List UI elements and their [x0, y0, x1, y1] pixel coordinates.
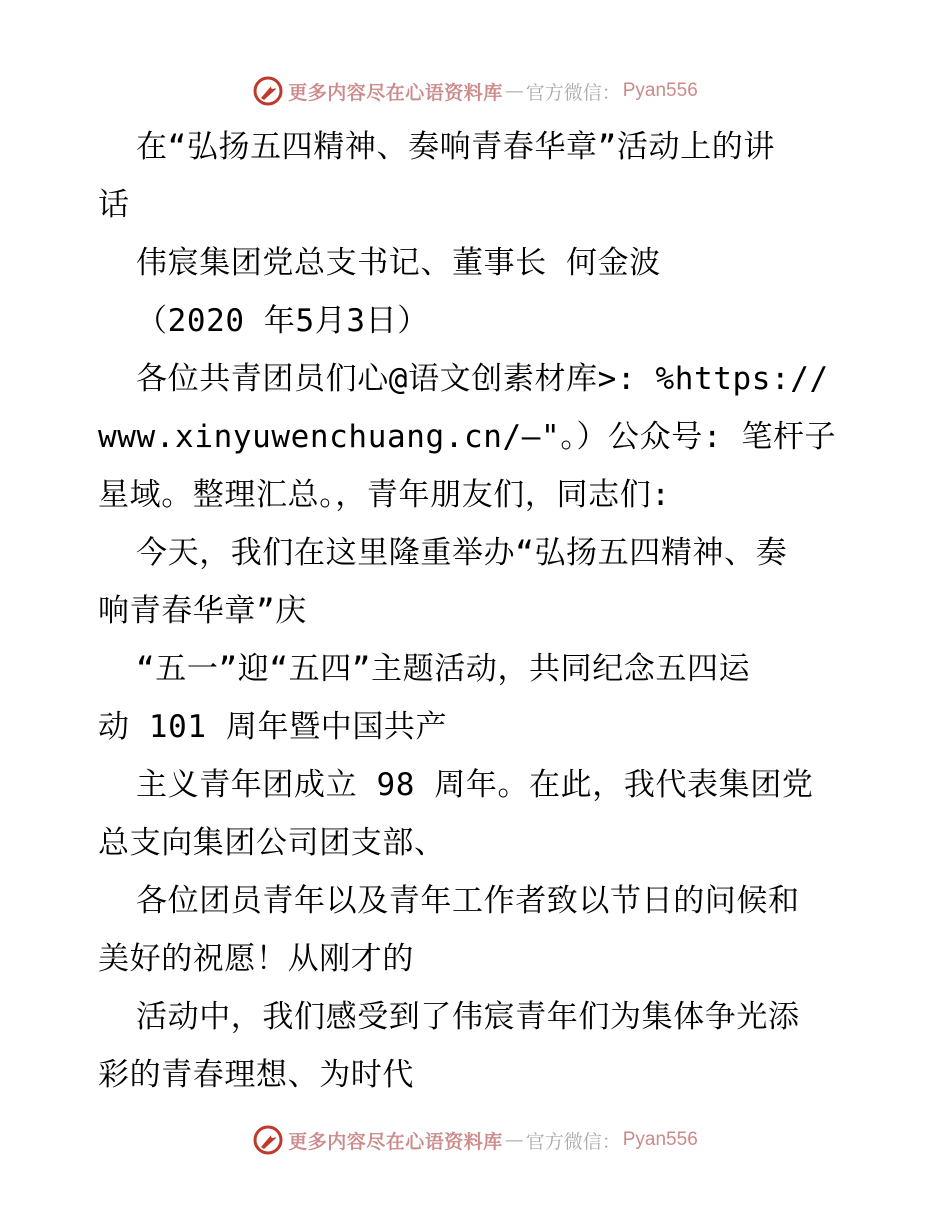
- banner-wechat-id: Pyan556: [622, 1129, 698, 1150]
- text-line: 今天，我们在这里隆重举办“弘扬五四精神、奏: [136, 535, 788, 571]
- banner-main-text: 更多内容尽在心语资料库: [288, 1130, 503, 1153]
- text-line: 动 101 周年暨中国共产: [98, 709, 448, 745]
- document-body: [98, 118, 858, 1104]
- text-line: 各位共青团员们心@语文创素材库>: %https://: [136, 361, 829, 397]
- footer-watermark-banner: [0, 1120, 950, 1160]
- text-line: 彩的青春理想、为时代: [98, 1057, 414, 1093]
- header-watermark-banner: [0, 71, 950, 111]
- text-line: 主义青年团成立 98 周年。在此，我代表集团党: [136, 767, 814, 803]
- text-line: 美好的祝愿！从刚才的: [98, 941, 414, 977]
- text-line: 总支向集团公司团支部、: [98, 825, 446, 861]
- text-line: www.xinyuwenchuang.cn/—"。）公众号: 笔杆子: [98, 419, 837, 455]
- banner-separator: —: [504, 1129, 524, 1151]
- pen-nib-logo-icon: [252, 1124, 284, 1156]
- document-title-line-1: 在“弘扬五四精神、奏响青春华章”活动上的讲: [136, 129, 775, 165]
- speaker-line: 伟宸集团党总支书记、董事长 何金波: [136, 245, 661, 281]
- banner-main-text: 更多内容尽在心语资料库: [288, 81, 503, 104]
- pen-nib-logo-icon: [252, 75, 284, 107]
- document-title-line-2: 话: [98, 187, 130, 223]
- text-line: 星域。整理汇总。，青年朋友们，同志们:: [98, 477, 671, 513]
- banner-wechat-label: 官方微信：: [525, 81, 621, 104]
- banner-separator: —: [504, 80, 524, 102]
- text-line: 各位团员青年以及青年工作者致以节日的问候和: [136, 883, 800, 919]
- text-line: 活动中，我们感受到了伟宸青年们为集体争光添: [136, 999, 800, 1035]
- date-line: （2020 年5月3日）: [136, 303, 429, 339]
- text-line: “五一”迎“五四”主题活动，共同纪念五四运: [136, 651, 751, 687]
- banner-wechat-id: Pyan556: [622, 80, 698, 101]
- banner-wechat-label: 官方微信：: [525, 1130, 621, 1153]
- text-line: 响青春华章”庆: [98, 593, 307, 629]
